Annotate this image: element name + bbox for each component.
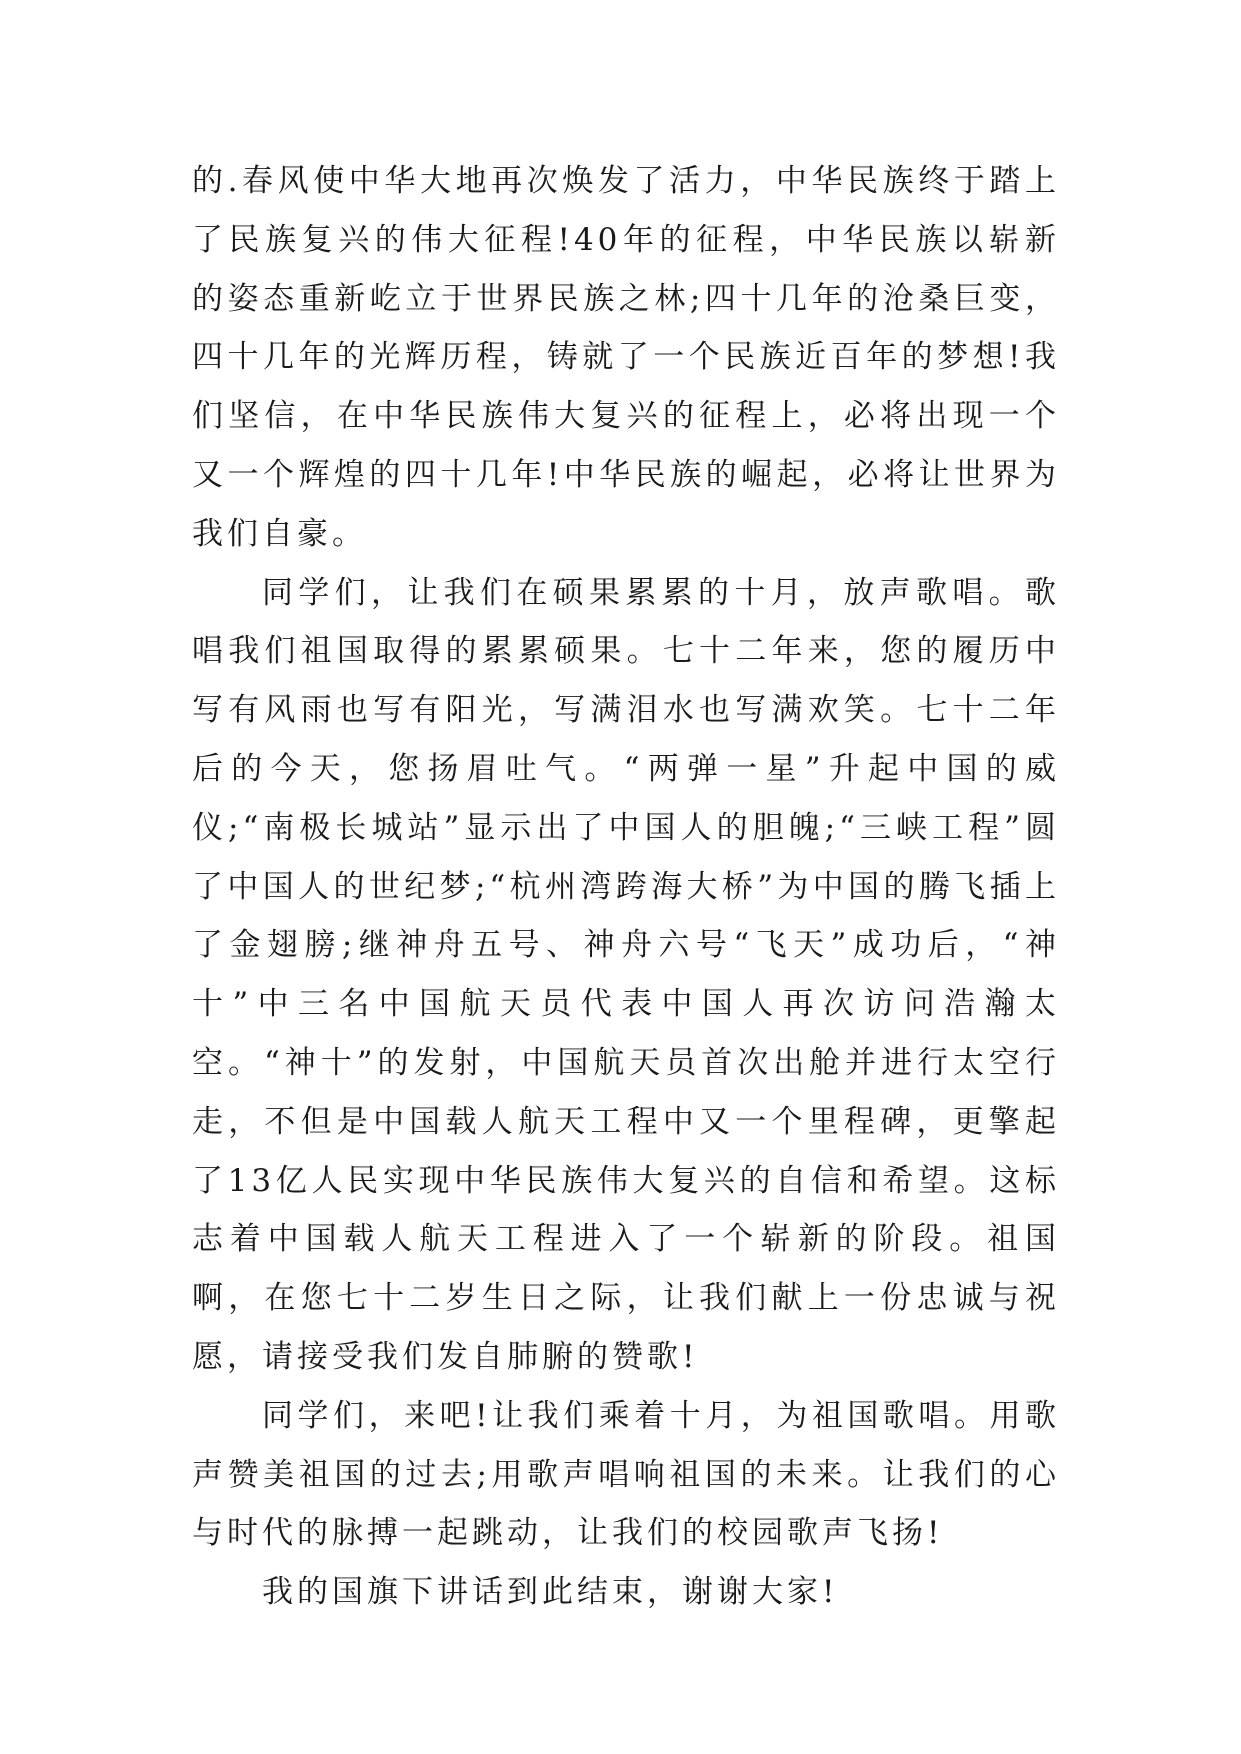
paragraph-2: 同学们，让我们在硕果累累的十月，放声歌唱。歌唱我们祖国取得的累累硕果。七十二年来，您的履历中写有风雨也写有阳光，写满泪水也写满欢笑。七十二年后的今天，您扬眉吐气。“两弹一星”升起中国的威仪;“南极长城站”显示出了中国人的胆魄;“三峡工程”圆了中国人的世纪梦;“杭州湾跨海大桥”为中国的腾飞插上了金翅膀;继神舟五号、神舟六号“飞天”成功后，“神十”中三名中国航天员代表中国人再次访问浩瀚太空。“神十”的发射，中国航天员首次出舱并进行太空行走，不但是中国载人航天工程中又一个里程碑，更擎起了13亿人民实现中华民族伟大复兴的自信和希望。这标志着中国载人航天工程进入了一个崭新的阶段。祖国啊，在您七十二岁生日之际，让我们献上一份忠诚与祝愿，请接受我们发自肺腑的赞歌! [192, 574, 1060, 1375]
paragraph-3: 同学们，来吧!让我们乘着十月，为祖国歌唱。用歌声赞美祖国的过去;用歌声唱响祖国的未来。让我们的心与时代的脉搏一起跳动，让我们的校园歌声飞扬! [192, 1397, 1060, 1552]
speech-body [192, 152, 1060, 1622]
paragraph-1: 的.春风使中华大地再次焕发了活力，中华民族终于踏上了民族复兴的伟大征程!40年的征程，中华民族以崭新的姿态重新屹立于世界民族之林;四十几年的沧桑巨变，四十几年的光辉历程，铸就了一个民族近百年的梦想!我们坚信，在中华民族伟大复兴的征程上，必将出现一个又一个辉煌的四十几年!中华民族的崛起，必将让世界为我们自豪。 [192, 163, 1060, 552]
paragraph-4: 我的国旗下讲话到此结束，谢谢大家! [262, 1574, 839, 1611]
